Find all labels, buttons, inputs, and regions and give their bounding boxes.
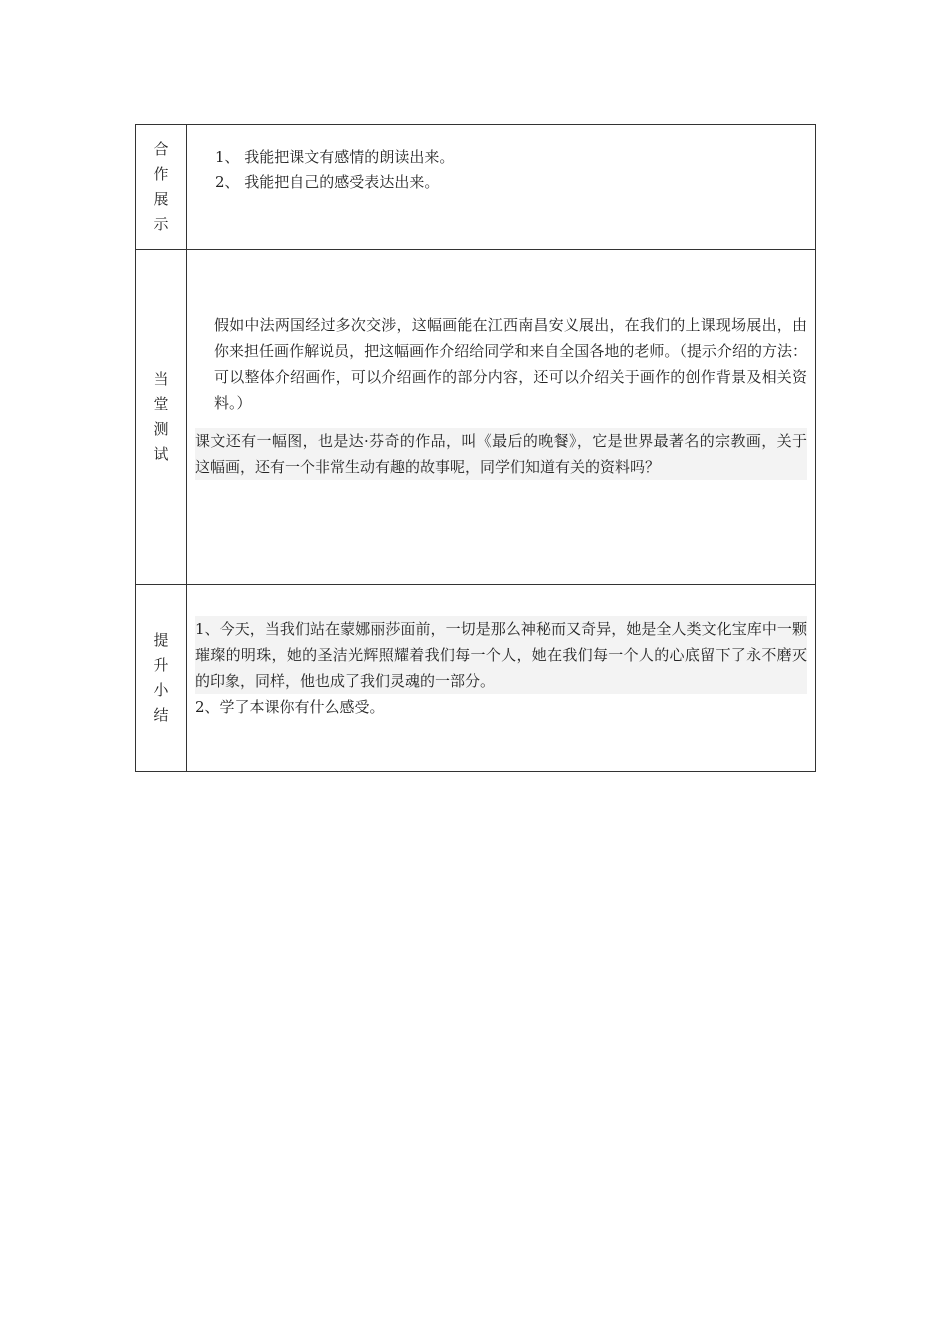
- list-item: 1、 我能把课文有感情的朗读出来。: [215, 148, 455, 166]
- row-label-cooperation-display: [136, 125, 187, 250]
- label-char: 展: [153, 190, 169, 208]
- highlighted-paragraph: 1、今天，当我们站在蒙娜丽莎面前，一切是那么神秘而又奇异，她是全人类文化宝库中一颗璀璨的明珠，她的圣洁光辉照耀着我们每一个人，她在我们每一个人的心底留下了永不磨灭的印象，同样，他也成了我们灵魂的一部分。: [195, 616, 807, 694]
- goal-list: [187, 145, 815, 195]
- task-paragraph: 假如中法两国经过多次交涉，这幅画能在江西南昌安义展出，在我们的上课现场展出，由你来担任画作解说员，把这幅画作介绍给同学和来自全国各地的老师。（提示介绍的方法：可以整体介绍画作，可以介绍画作的部分内容，还可以介绍关于画作的创作背景及相关资料。）: [214, 316, 807, 412]
- label-char: 提: [153, 631, 169, 649]
- list-item: 2、 我能把自己的感受表达出来。: [215, 173, 440, 191]
- label-char: 升: [153, 656, 169, 674]
- table-row-classroom-test: [136, 250, 816, 585]
- label-char: 当: [153, 370, 169, 388]
- table-row-cooperation-display: [136, 125, 816, 250]
- summary-question: 2、学了本课你有什么感受。: [195, 698, 385, 716]
- row-content-classroom-test: [187, 250, 816, 585]
- label-char: 测: [153, 420, 169, 438]
- row-content-cooperation-display: [187, 125, 816, 250]
- label-char: 示: [153, 215, 169, 233]
- label-char: 结: [153, 706, 169, 724]
- label-char: 试: [153, 445, 169, 463]
- row-label-summary: [136, 585, 187, 772]
- label-char: 作: [153, 165, 169, 183]
- label-char: 合: [153, 140, 169, 158]
- highlighted-paragraph: 课文还有一幅图，也是达·芬奇的作品，叫《最后的晚餐》，它是世界最著名的宗教画，关于这幅画，还有一个非常生动有趣的故事呢，同学们知道有关的资料吗？: [195, 428, 807, 480]
- table-row-summary: [136, 585, 816, 772]
- row-content-summary: [187, 585, 816, 772]
- label-char: 堂: [153, 395, 169, 413]
- row-label-classroom-test: [136, 250, 187, 585]
- label-char: 小: [153, 681, 169, 699]
- lesson-plan-table: [135, 124, 816, 772]
